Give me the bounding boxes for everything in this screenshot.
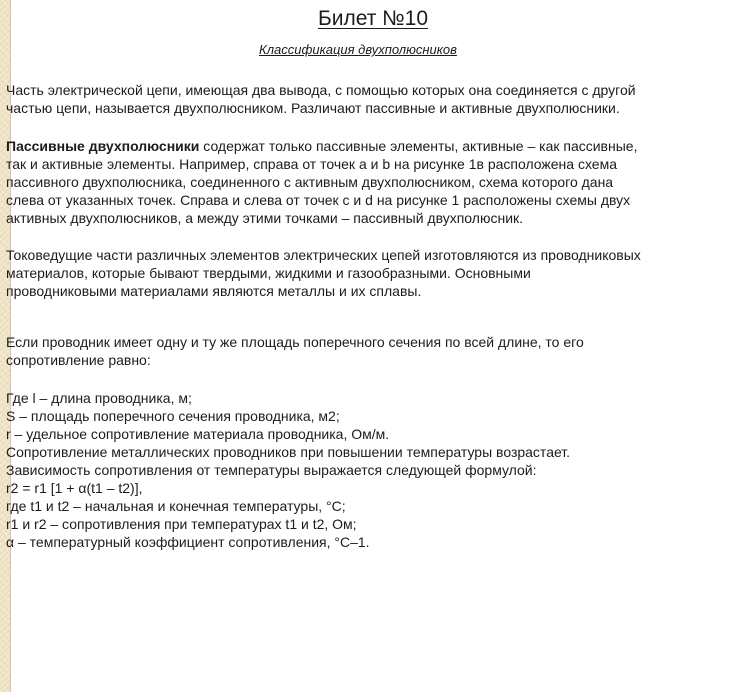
document-body <box>6 81 740 551</box>
text-line: Где l – длина проводника, м; <box>6 390 192 406</box>
conductors-paragraph <box>6 246 740 300</box>
text-line: r – удельное сопротивление материала проводника, Ом/м. <box>6 426 390 442</box>
formula-line: r2 = r1 [1 + α(t1 – t2)], <box>6 480 143 496</box>
text-line: Сопротивление металлических проводников при повышении температуры возрастает. <box>6 444 571 460</box>
text-line: S – площадь поперечного сечения проводника, м2; <box>6 408 340 424</box>
text-line: активных двухполюсников, а между этими точками – пассивный двухполюсник. <box>6 210 524 226</box>
text-line: слева от указанных точек. Справа и слева от точек c и d на рисунке 1 расположены схемы двух <box>6 192 631 208</box>
ticket-subtitle: Классификация двухполюсников <box>259 42 457 57</box>
resistance-paragraph <box>6 333 740 369</box>
definitions-paragraph <box>6 389 740 551</box>
text-line: проводниковыми материалами являются металлы и их сплавы. <box>6 283 422 299</box>
passive-paragraph <box>6 137 740 227</box>
passive-term: Пассивные двухполюсники <box>6 138 200 154</box>
text-line: α – температурный коэффициент сопротивления, °C–1. <box>6 534 370 550</box>
text-line: сопротивление равно: <box>6 352 151 368</box>
text-line: Часть электрической цепи, имеющая два вывода, с помощью которых она соединяется с другой <box>6 82 636 98</box>
passive-first-line-rest: содержат только пассивные элементы, активные – как пассивные, <box>199 138 638 154</box>
text-line: Токоведущие части различных элементов электрических цепей изготовляются из проводниковых <box>6 247 641 263</box>
ticket-title: Билет №10 <box>317 7 429 30</box>
text-line <box>6 137 740 155</box>
text-line: где t1 и t2 – начальная и конечная температуры, °C; <box>6 498 346 514</box>
text-line: Зависимость сопротивления от температуры выражается следующей формулой: <box>6 462 537 478</box>
text-line: Если проводник имеет одну и ту же площадь поперечного сечения по всей длине, то его <box>6 334 584 350</box>
intro-paragraph <box>6 81 740 117</box>
text-line: r1 и r2 – сопротивления при температурах t1 и t2, Ом; <box>6 516 357 532</box>
text-line: материалов, которые бывают твердыми, жидкими и газообразными. Основными <box>6 265 531 281</box>
text-line: так и активные элементы. Например, справа от точек a и b на рисунке 1в расположена схема <box>6 156 618 172</box>
text-line: частью цепи, называется двухполюсником. Различают пассивные и активные двухполюсники. <box>6 100 620 116</box>
text-line: пассивного двухполюсника, соединенного с активным двухполюсником, схема которого дана <box>6 174 614 190</box>
